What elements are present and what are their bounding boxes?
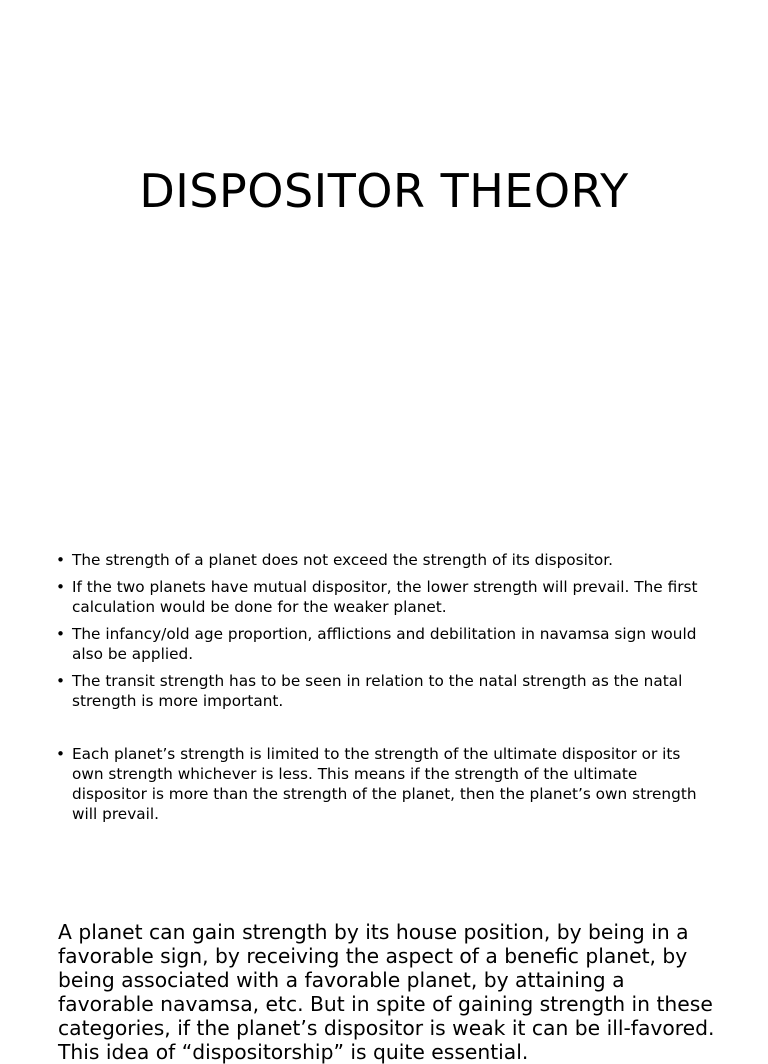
bullet-text: The transit strength has to be seen in relation to the natal strength as the natal strength is more important.: [72, 672, 683, 710]
slide-title: DISPOSITOR THEORY: [139, 164, 629, 218]
bullet-marker: •: [56, 578, 66, 596]
bullet-item: [56, 744, 716, 824]
bullet-text: Each planet’s strength is limited to the strength of the ultimate dispositor or its own strength whichever is less. This means if the strength of the ultimate dispositor is more than the strength of the planet, then the planet’s own strength will prevail.: [72, 745, 697, 823]
bullet-item: [56, 671, 716, 711]
bullet-marker: •: [56, 625, 66, 643]
bullet-item: [56, 577, 716, 617]
bullet-text: If the two planets have mutual dispositor, the lower strength will prevail. The first calculation would be done for the weaker planet.: [72, 578, 698, 616]
bullet-item: [56, 624, 716, 664]
bullet-marker: •: [56, 672, 66, 690]
bullet-item: [56, 550, 716, 570]
bullet-text: The strength of a planet does not exceed the strength of its dispositor.: [72, 551, 613, 569]
body-paragraph: A planet can gain strength by its house position, by being in a favorable sign, by receiving the aspect of a benefic planet, by being associated with a favorable planet, by attaining a favorable navamsa, etc. But in spite of gaining strength in these categories, if the planet’s dispositor is weak it can be ill-favored. This idea of “dispositorship” is quite essential.: [58, 920, 715, 1064]
bullet-text: The infancy/old age proportion, afflictions and debilitation in navamsa sign would also be applied.: [72, 625, 697, 663]
bullet-list: [56, 550, 716, 831]
bullet-marker: •: [56, 745, 66, 763]
bullet-marker: •: [56, 551, 66, 569]
